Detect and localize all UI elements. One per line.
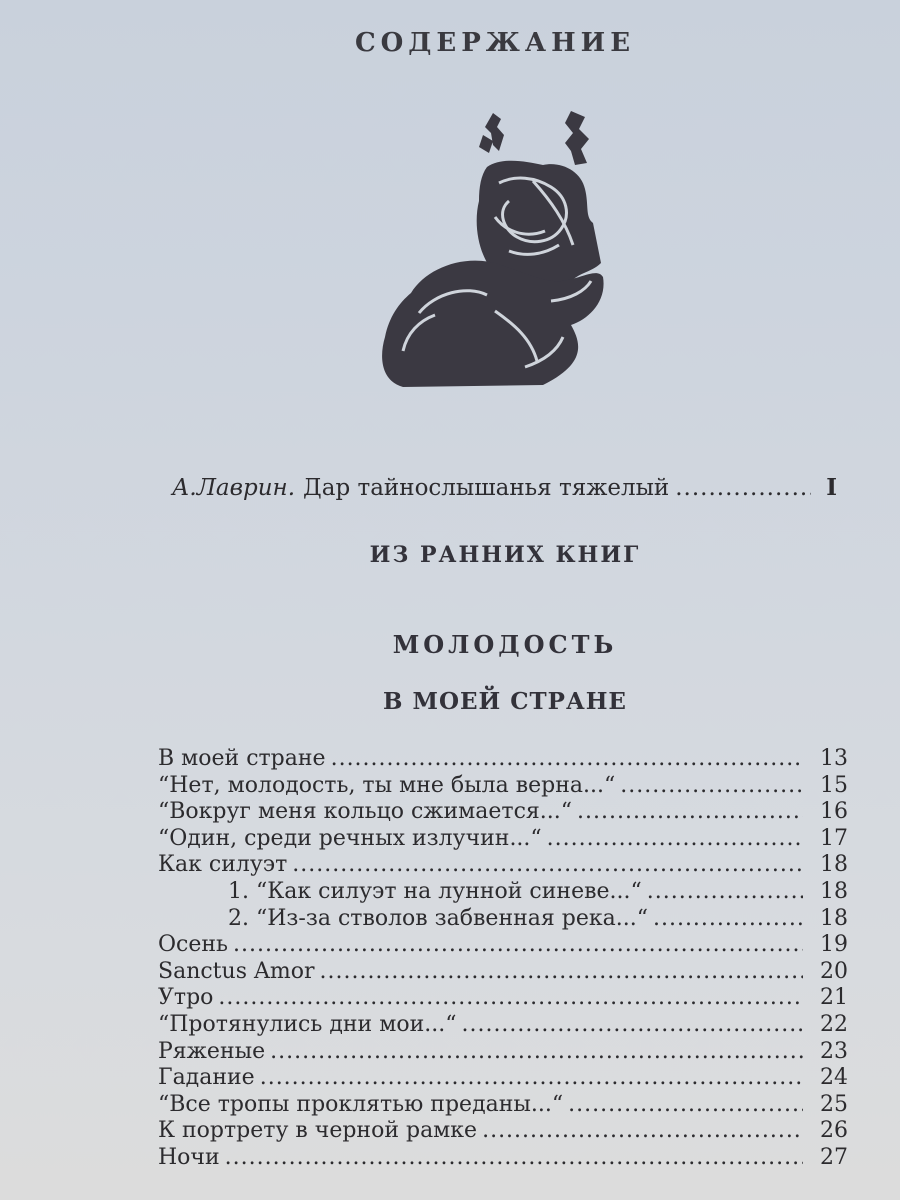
toc-entry[interactable]	[158, 746, 848, 773]
toc-entry-page: 22	[820, 1011, 848, 1037]
page-title: СОДЕРЖАНИЕ	[354, 28, 636, 58]
knot-bird-ornament-icon	[375, 105, 610, 390]
toc-list	[158, 746, 848, 1172]
toc-entry-page: 18	[820, 852, 848, 878]
toc-entry-title: Утро	[158, 985, 214, 1011]
toc-entry-page: 13	[820, 746, 848, 771]
dot-leader	[225, 1145, 803, 1170]
toc-entry-page: 20	[820, 958, 848, 984]
toc-entry-page: 18	[820, 905, 848, 931]
toc-entry-title: “Один, среди речных излучин...“	[158, 825, 542, 851]
toc-entry-title: “Протянулись дни мои...“	[158, 1011, 457, 1037]
toc-entry-title: Гадание	[158, 1065, 255, 1091]
toc-entry[interactable]	[158, 799, 848, 826]
toc-entry-title: Ряженые	[158, 1038, 266, 1064]
toc-entry[interactable]	[158, 773, 848, 800]
dot-leader	[233, 932, 803, 957]
toc-entry-page: 23	[820, 1038, 848, 1064]
toc-entry-title: “Нет, молодость, ты мне была верна...“	[158, 772, 616, 798]
dot-leader	[653, 906, 803, 931]
toc-entry-page: 27	[820, 1144, 848, 1170]
toc-entry-title: Осень	[158, 932, 229, 958]
section-heading: ИЗ РАННИХ КНИГ	[369, 542, 641, 568]
toc-entry[interactable]	[158, 959, 848, 986]
dot-leader	[568, 1092, 803, 1117]
preface-page-number: I	[826, 474, 837, 501]
toc-entry-page: 19	[820, 932, 848, 958]
toc-entry[interactable]	[158, 932, 848, 959]
dot-leader	[577, 799, 803, 824]
preface-entry[interactable]	[172, 474, 837, 501]
toc-entry[interactable]	[158, 852, 848, 879]
toc-entry-page: 25	[820, 1091, 848, 1117]
toc-entry-page: 24	[820, 1065, 848, 1091]
toc-entry-title: “Все тропы проклятью преданы...“	[158, 1091, 564, 1117]
preface-author: А.Лаврин.	[172, 475, 296, 501]
dot-leader	[319, 959, 803, 984]
toc-entry-page: 26	[820, 1118, 848, 1144]
toc-entry[interactable]	[158, 1118, 848, 1145]
toc-entry-page: 15	[820, 772, 848, 798]
toc-entry-title: 1. “Как силуэт на лунной синеве...“	[228, 878, 642, 904]
dot-leader	[482, 1118, 803, 1143]
toc-entry[interactable]	[158, 1145, 848, 1172]
toc-entry-title: Ночи	[158, 1144, 220, 1170]
dot-leader	[331, 746, 803, 771]
toc-entry[interactable]	[158, 1039, 848, 1066]
toc-entry[interactable]	[158, 1065, 848, 1092]
dot-leader	[270, 1039, 803, 1064]
toc-subentry[interactable]	[158, 906, 848, 933]
dot-leader	[647, 879, 803, 904]
dot-leader	[292, 852, 803, 877]
toc-entry-title: “Вокруг меня кольцо сжимается...“	[158, 799, 573, 825]
toc-entry-page: 17	[820, 825, 848, 851]
preface-title: Дар тайнослышанья тяжелый	[303, 475, 670, 501]
dot-leader	[675, 475, 811, 501]
toc-entry[interactable]	[158, 826, 848, 853]
toc-entry[interactable]	[158, 1012, 848, 1039]
dot-leader	[218, 985, 803, 1010]
toc-entry-page: 21	[820, 985, 848, 1011]
toc-entry-page: 16	[820, 799, 848, 825]
toc-entry-title: К портрету в черной рамке	[158, 1118, 478, 1144]
chapter-heading: В МОЕЙ СТРАНЕ	[383, 688, 627, 715]
dot-leader	[461, 1012, 803, 1037]
toc-entry[interactable]	[158, 985, 848, 1012]
toc-subentry[interactable]	[158, 879, 848, 906]
toc-entry-title: 2. “Из-за стволов забвенная река...“	[228, 905, 648, 931]
toc-entry[interactable]	[158, 1092, 848, 1119]
toc-entry-title: В моей стране	[158, 746, 326, 771]
toc-entry-page: 18	[820, 878, 848, 904]
dot-leader	[547, 826, 803, 851]
part-heading: МОЛОДОСТЬ	[392, 630, 618, 659]
dot-leader	[260, 1065, 803, 1090]
toc-entry-title: Как силуэт	[158, 852, 288, 878]
toc-entry-title: Sanctus Amor	[158, 958, 315, 984]
dot-leader	[620, 773, 803, 798]
